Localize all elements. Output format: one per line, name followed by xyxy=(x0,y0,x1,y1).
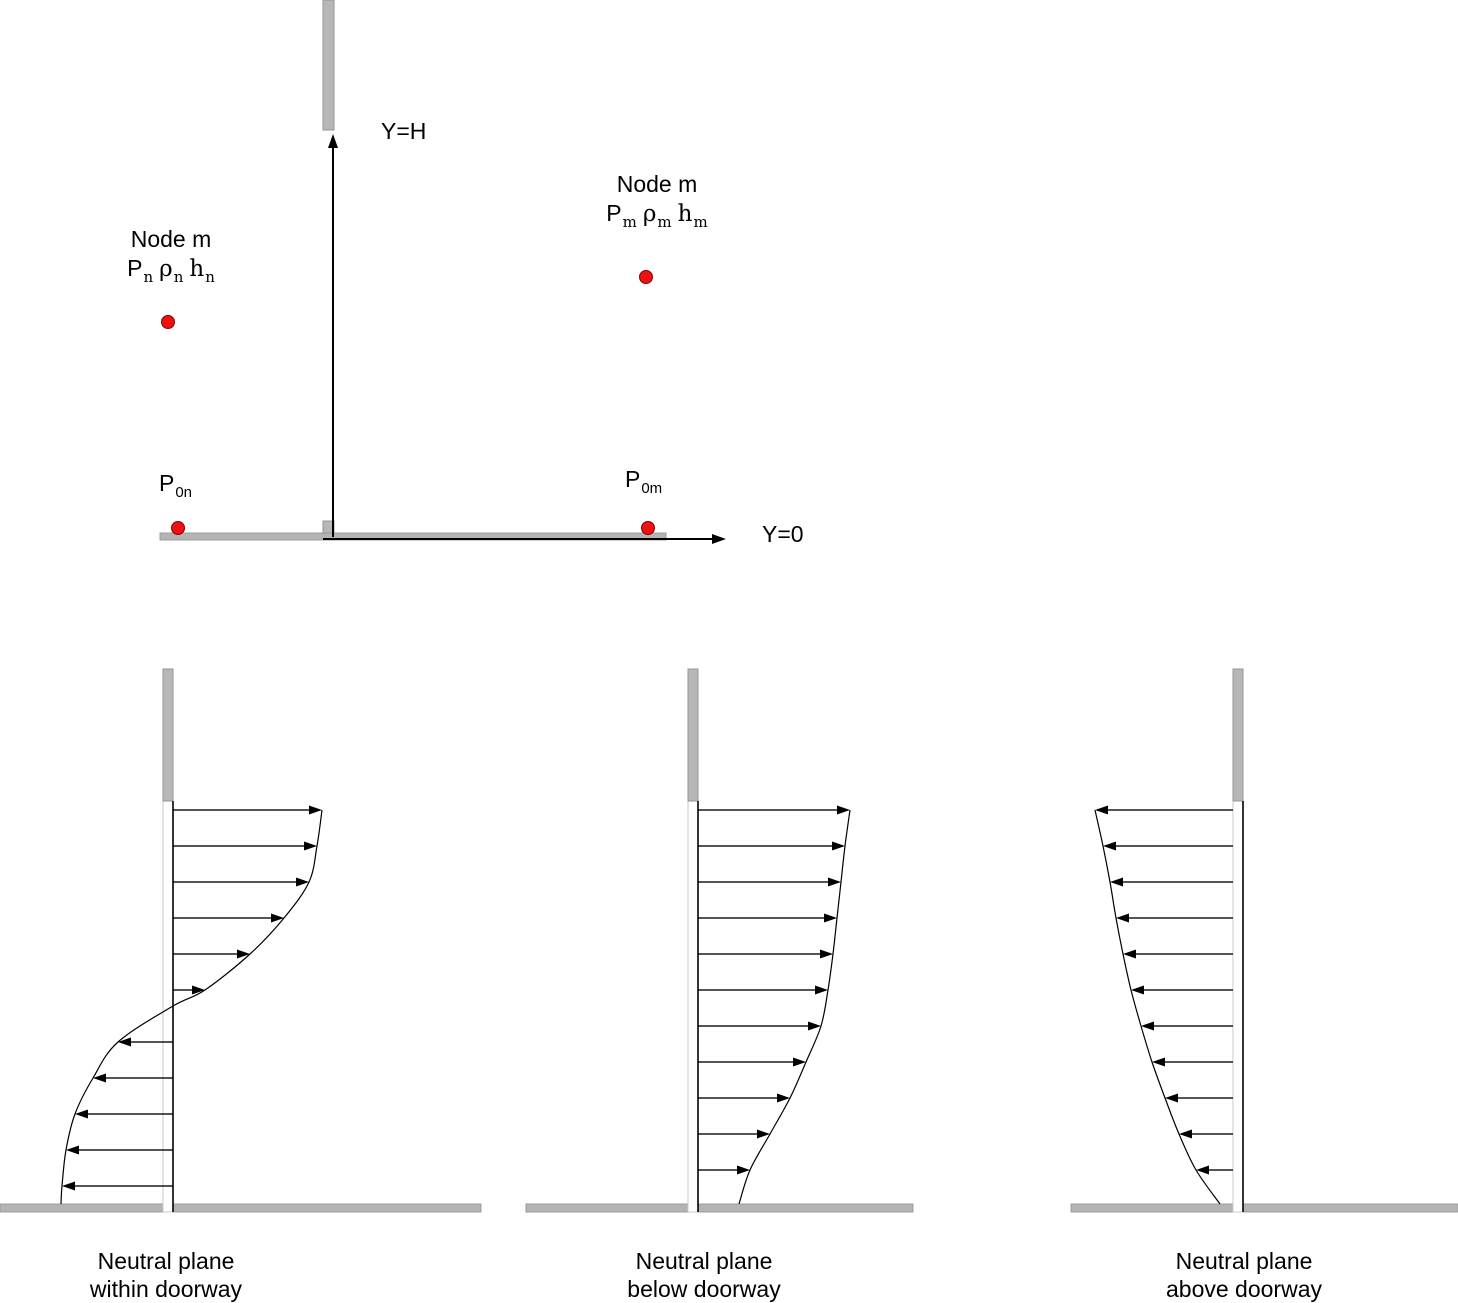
velocity-arrow-head xyxy=(824,914,837,923)
caption-line: Neutral plane xyxy=(1175,1248,1313,1274)
profile-2-wall xyxy=(1233,669,1243,801)
caption-line: above doorway xyxy=(1166,1276,1322,1302)
velocity-arrow-head xyxy=(1152,1058,1165,1067)
velocity-arrow-head xyxy=(828,878,841,887)
velocity-arrow-head xyxy=(1141,1022,1154,1031)
caption-below-doorway xyxy=(627,1247,780,1303)
caption-above-doorway xyxy=(1166,1247,1322,1303)
y-equals-zero-label: Y=0 xyxy=(762,521,804,547)
p0n-label: $P_{0n}$ xyxy=(159,470,193,501)
velocity-arrow-head xyxy=(815,986,828,995)
velocity-arrow-head xyxy=(75,1110,88,1119)
velocity-arrow-head xyxy=(237,950,250,959)
node-m-formula: $P_m$ $\rho_m$ $h_m$ xyxy=(606,200,708,231)
node-m-dot xyxy=(640,271,653,284)
velocity-arrow-head xyxy=(1103,842,1116,851)
velocity-arrow-head xyxy=(1116,914,1129,923)
p0n-dot xyxy=(172,522,185,535)
node-n-formula: $P_n$ $\rho_n$ $h_n$ xyxy=(127,255,215,286)
velocity-arrow-head xyxy=(66,1146,79,1155)
node-n-title: Node m xyxy=(130,226,212,252)
profile-1-door-strip xyxy=(688,801,698,1212)
velocity-arrow-head xyxy=(309,806,322,815)
caption-line: Neutral plane xyxy=(635,1248,773,1274)
velocity-arrow-head xyxy=(304,842,317,851)
node-m-label xyxy=(603,171,710,231)
top-wall xyxy=(323,0,334,130)
velocity-arrow-head xyxy=(832,842,845,851)
velocity-arrow-head xyxy=(1110,878,1123,887)
profile-0-curve xyxy=(61,810,322,1204)
velocity-arrow-head xyxy=(118,1038,131,1047)
x-axis-arrowhead xyxy=(712,534,726,544)
profile-0-wall xyxy=(163,669,173,801)
node-n-label xyxy=(124,226,218,286)
profile-1-floor xyxy=(526,1204,913,1212)
velocity-arrow-head xyxy=(1131,986,1144,995)
caption-within-doorway xyxy=(90,1247,242,1303)
velocity-arrow-head xyxy=(808,1022,821,1031)
caption-line: Neutral plane xyxy=(97,1248,235,1274)
caption-line: below doorway xyxy=(627,1276,781,1302)
profile-2-curve xyxy=(1095,810,1220,1204)
velocity-arrow-head xyxy=(837,806,850,815)
caption-line: within doorway xyxy=(89,1276,243,1302)
profile-1-wall xyxy=(688,669,698,801)
profile-1-curve xyxy=(739,810,850,1204)
p0m-dot xyxy=(642,522,655,535)
profile-0-floor xyxy=(0,1204,481,1212)
velocity-arrow-head xyxy=(1165,1094,1178,1103)
velocity-arrow-head xyxy=(62,1182,75,1191)
profile-2-floor xyxy=(1071,1204,1458,1212)
velocity-arrow-head xyxy=(1095,806,1108,815)
node-n-dot xyxy=(162,316,175,329)
velocity-arrow-head xyxy=(1123,950,1136,959)
node-m-title: Node m xyxy=(616,171,698,197)
profile-2-door-strip xyxy=(1233,801,1243,1212)
p0m-label: $P_{0m}$ xyxy=(625,466,663,497)
velocity-arrow-head xyxy=(192,986,205,995)
y-equals-h-label: Y=H xyxy=(381,118,427,144)
velocity-arrow-head xyxy=(820,950,833,959)
y-axis-arrowhead xyxy=(328,134,338,148)
